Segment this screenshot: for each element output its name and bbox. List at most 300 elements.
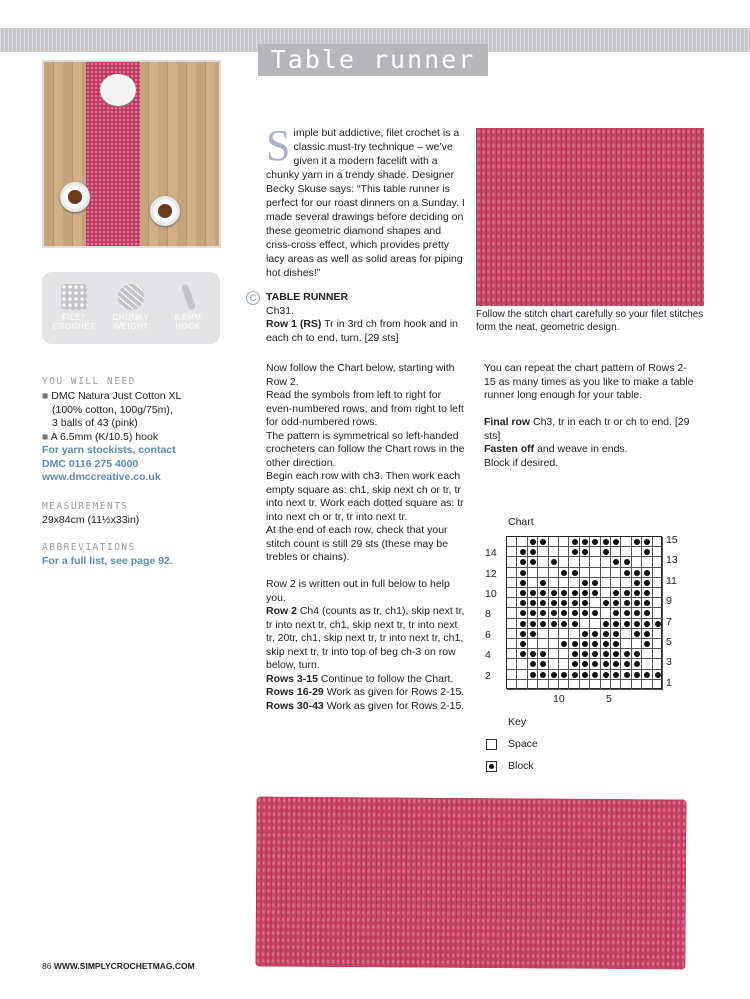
chart-cell [507,578,517,588]
chart-cell [611,608,621,618]
chart-cell [569,588,579,598]
chart-cell [611,547,621,557]
chart-cell [528,659,538,669]
chart-cell [559,680,569,690]
icon-label: FILET [61,313,87,322]
chart-cell [517,649,527,659]
icon-label: HOOK [175,322,201,331]
chart-cell [590,670,600,680]
block-stitch-dot [540,651,546,657]
chart-cell [538,670,548,680]
column-label: 5 [606,693,612,705]
chart-cell [507,680,517,690]
chart-cell [621,608,631,618]
row-label: Row 2 [266,605,297,617]
chart-cell [517,578,527,588]
row-label-right: 15 [666,534,678,546]
block-stitch-dot [530,631,536,637]
instruction-text: Block if desired. [484,456,559,469]
block-stitch-dot [551,621,557,627]
pattern-foundation: Ch31. [266,304,295,317]
chart-cell [549,547,559,557]
pattern-start [266,291,466,345]
cup-image [60,182,90,212]
block-stitch-dot [582,641,588,647]
chart-cell [580,649,590,659]
block-stitch-dot [634,600,640,606]
icon-label: CROCHET [52,322,96,331]
row-text: Work as given for Rows 2-15. [323,686,465,698]
chart-cell [611,659,621,669]
block-stitch-dot [644,570,650,576]
block-stitch-dot [634,610,640,616]
chart-cell [528,547,538,557]
block-stitch-dot [624,672,630,678]
chart-cell [559,649,569,659]
block-stitch-dot [572,539,578,545]
chart-cell [549,639,559,649]
chart-cell [549,537,559,547]
row1-instruction [266,318,466,345]
chart-cell [653,629,663,639]
chart-cell [642,639,652,649]
chart-cell [601,639,611,649]
chart-cell [538,578,548,588]
instruction-text: At the end of each row, check that your stitch count is still 29 sts (these may be trebles or chains). [266,524,449,563]
chart-cell [590,578,600,588]
chart-cell [621,649,631,659]
chart-cell [621,588,631,598]
fasten-off-instruction [484,443,694,457]
block-stitch-dot [613,651,619,657]
filet-crochet-badge [48,280,100,331]
chart-cell [580,568,590,578]
legend-space-swatch [486,739,497,750]
chart-cell [632,619,642,629]
row-label-left: 6 [485,628,491,641]
chart-cell [569,568,579,578]
block-stitch-dot [624,590,630,596]
chart-cell [559,659,569,669]
chart-cell [538,639,548,649]
chart-cell [538,547,548,557]
block-stitch-dot [530,600,536,606]
block-stitch-dot [634,651,640,657]
block-stitch-dot [644,610,650,616]
block-stitch-dot [530,590,536,596]
chart-cell [632,568,642,578]
teapot-image [100,74,136,106]
row-label: Row 1 (RS) [266,318,322,330]
chart-cell [559,629,569,639]
chart-cell [590,568,600,578]
chart-cell [642,568,652,578]
block-stitch-dot [644,621,650,627]
skill-icons-panel [42,272,220,344]
chart-cell [580,547,590,557]
footer-website[interactable]: WWW.SIMPLYCROCHETMAG.COM [53,961,195,971]
chart-cell [507,557,517,567]
block-stitch-dot [624,661,630,667]
block-stitch-dot [551,672,557,678]
chart-cell [569,578,579,588]
chart-cell [507,619,517,629]
block-stitch-dot [603,539,609,545]
chart-cell [517,680,527,690]
chart-cell [590,547,600,557]
chart-cell [507,649,517,659]
row-label: Rows 30-43 [266,699,324,712]
block-stitch-dot [603,651,609,657]
chart-cell [590,680,600,690]
icon-label: 6.5MM [174,313,202,322]
chart-cell [601,680,611,690]
row-label-right: 3 [666,656,672,669]
block-stitch-dot [603,600,609,606]
row-text: Ch4 (counts as tr, ch1), skip next tr, tr into next tr, ch1, skip next tr, tr into next tr, 20tr, ch1, skip next tr, tr into next tr, ch1, skip next tr, tr into top of beg ch-3 on row below, turn. [266,605,465,671]
block-stitch-dot [613,631,619,637]
block-stitch-dot [520,590,526,596]
chart-cell [528,557,538,567]
block-stitch-dot [624,570,630,576]
block-stitch-dot [572,661,578,667]
pattern-heading: TABLE RUNNER [266,291,349,303]
chart-cell [517,670,527,680]
chart-cell [517,547,527,557]
chart-cell [653,578,663,588]
block-stitch-dot [592,580,598,586]
chart-cell [507,537,517,547]
block-stitch-dot [520,610,526,616]
block-stitch-dot [582,651,588,657]
block-stitch-dot [530,559,536,565]
block-stitch-dot [572,641,578,647]
block-stitch-dot [540,580,546,586]
chart-cell [642,537,652,547]
chart-cell [580,680,590,690]
block-stitch-dot [603,641,609,647]
legend-block-swatch [486,761,497,772]
row-label-left: 12 [485,567,497,580]
block-stitch-dot [540,600,546,606]
instruction-text: Read the symbols from left to right for even-numbered rows, and from right to left for odd-numbered rows. [266,389,464,428]
chart-cell [590,588,600,598]
hook-size-badge [162,280,214,331]
block-stitch-dot [561,600,567,606]
chart-cell [528,629,538,639]
block-stitch-dot [520,600,526,606]
block-stitch-dot [624,610,630,616]
chart-cell [611,639,621,649]
chart-cell [642,608,652,618]
block-stitch-dot [582,610,588,616]
row-label-left: 14 [485,547,497,560]
block-stitch-dot [613,661,619,667]
pattern-finishing [484,362,694,470]
row-label: Rows 16-29 [266,686,324,698]
chart-cell [653,670,663,680]
column-label: 10 [553,693,565,705]
chart-cell [611,680,621,690]
chart-cell [517,629,527,639]
chart-cell [601,629,611,639]
chart-cell [590,639,600,649]
block-stitch-dot [540,672,546,678]
block-stitch-dot [613,610,619,616]
block-stitch-dot [530,549,536,555]
block-stitch-dot [582,590,588,596]
page-title: Table runner [258,44,488,76]
material-detail: 3 balls of 43 (pink) [52,417,138,429]
chunky-weight-badge [105,280,157,331]
chart-cell [538,619,548,629]
block-stitch-dot [572,590,578,596]
block-stitch-dot [592,661,598,667]
block-stitch-dot [572,549,578,555]
abbreviations-section [42,542,227,569]
chart-cell [569,629,579,639]
drop-cap: S [266,121,291,170]
block-stitch-dot [540,661,546,667]
chart-cell [517,537,527,547]
cup-image [150,196,180,226]
stockists-phone: DMC 0116 275 4000 [42,457,139,470]
chart-cell [601,619,611,629]
block-stitch-dot [613,559,619,565]
row-label: Fasten off [484,443,535,455]
measurements-value: 29x84cm (11½x33in) [42,514,140,526]
block-stitch-dot [520,570,526,576]
chart-cell [611,629,621,639]
chart-cell [653,537,663,547]
block-stitch-dot [603,621,609,627]
intro-paragraph [266,121,466,280]
block-stitch-dot [592,631,598,637]
row-label-left: 4 [485,649,491,662]
block-stitch-dot [644,641,650,647]
block-stitch-dot [530,651,536,657]
chart-cell [559,557,569,567]
key-title: Key [508,716,527,728]
row-label: Final row [484,416,531,428]
chart-cell [507,547,517,557]
chart-cell [601,588,611,598]
material-item: A 6.5mm (K/10.5) hook [50,430,159,443]
chart-cell [549,598,559,608]
block-stitch-dot [530,539,536,545]
chart-cell [549,649,559,659]
chart-cell [517,588,527,598]
chart-cell [580,619,590,629]
block-stitch-dot [644,631,650,637]
chart-cell [621,537,631,547]
chart-cell [601,670,611,680]
chart-cell [569,639,579,649]
chart-cell [642,578,652,588]
chart-cell [621,629,631,639]
block-stitch-dot [624,651,630,657]
chart-cell [621,578,631,588]
chart-cell [569,608,579,618]
chart-cell [559,547,569,557]
block-stitch-dot [582,672,588,678]
final-row-instruction [484,416,694,443]
row-text: Work as given for Rows 2-15. [323,699,465,712]
chart-cell [528,578,538,588]
chart-cell [601,537,611,547]
block-stitch-dot [644,580,650,586]
chart-cell [632,608,642,618]
chart-cell [528,608,538,618]
chart-cell [611,568,621,578]
legend-block-label: Block [508,760,534,772]
chart-cell [590,629,600,639]
chart-cell [632,598,642,608]
block-stitch-dot [530,621,536,627]
block-stitch-dot [655,621,661,627]
instruction-text: Now follow the Chart below, starting with Row 2. [266,362,455,388]
chart-cell [653,659,663,669]
chart-cell [549,670,559,680]
chart-cell [642,619,652,629]
chart-cell [601,649,611,659]
chart-cell [528,598,538,608]
abbreviations-reference[interactable]: For a full list, see page 92. [42,555,173,567]
block-stitch-dot [634,621,640,627]
pattern-instructions [266,362,466,713]
block-stitch-dot [551,559,557,565]
block-stitch-dot [644,600,650,606]
chart-cell [632,629,642,639]
block-stitch-dot [572,610,578,616]
chart-cell [642,588,652,598]
block-stitch-dot [582,539,588,545]
instruction-text: The pattern is symmetrical so left-handed crocheters can follow the Chart rows in the other direction. [266,429,465,469]
chart-cell [538,598,548,608]
block-stitch-dot [644,539,650,545]
chart-cell [642,547,652,557]
instruction-text: Row 2 is written out in full below to help you. [266,578,450,604]
block-stitch-dot [530,672,536,678]
chart-cell [621,598,631,608]
block-stitch-dot [551,600,557,606]
footer [42,961,195,971]
block-stitch-dot [520,549,526,555]
icon-label: CHUNKY [112,313,150,322]
chart-cell [642,659,652,669]
chart-cell [590,537,600,547]
block-stitch-dot [540,610,546,616]
chart-cell [632,547,642,557]
block-stitch-dot [561,590,567,596]
intro-text: imple but addictive, filet crochet is a classic must-try technique – we’ve given it a modern facelift with a chunky yarn in a trendy shade. Designer Becky Skuse says: “This table runner is perfect for our roast dinners on a Sunday. I made several drawings before deciding on these geometric diamond shapes and criss-cross effect, which provides pretty lacy areas as well as solid areas for piping hot dishes!” [266,127,465,279]
block-stitch-dot [561,570,567,576]
rows16-instruction [266,686,466,700]
chart-cell [580,608,590,618]
block-stitch-dot [634,590,640,596]
chart-cell [559,598,569,608]
row-label-left: 10 [485,588,497,600]
chart-cell [517,598,527,608]
block-stitch-dot [520,631,526,637]
block-stitch-dot [592,610,598,616]
block-stitch-dot [592,590,598,596]
chart-cell [559,639,569,649]
chart-cell [517,608,527,618]
block-stitch-dot [644,549,650,555]
chart-cell [580,537,590,547]
stockists-text: For yarn stockists, contact [42,444,176,456]
chart-cell [621,568,631,578]
block-stitch-dot [592,651,598,657]
chart-cell [611,537,621,547]
chart-cell [653,639,663,649]
block-stitch-dot [592,672,598,678]
chart-cell [569,557,579,567]
chart-cell [569,619,579,629]
block-stitch-dot [540,621,546,627]
you-will-need-section [42,376,227,485]
chart-cell [621,639,631,649]
chart-cell [559,578,569,588]
block-stitch-dot [520,580,526,586]
row-label: Rows 3-15 [266,672,318,685]
block-stitch-dot [561,610,567,616]
chart-cell [580,629,590,639]
stockists-website[interactable]: www.dmccreative.co.uk [42,471,161,483]
block-stitch-dot [561,672,567,678]
chart-cell [653,680,663,690]
chart-cell [590,557,600,567]
icon-label: WEIGHT [113,322,149,331]
block-stitch-dot [634,672,640,678]
chart-cell [632,680,642,690]
page-number: 86 [42,961,52,971]
section-heading: YOU WILL NEED [42,376,136,387]
chart-cell [601,598,611,608]
block-stitch-dot [603,631,609,637]
chart-cell [569,598,579,608]
chart-cell [642,557,652,567]
chart-cell [621,659,631,669]
chart-cell [507,629,517,639]
chart-cell [621,670,631,680]
chart-cell [528,639,538,649]
row-label-right: 13 [666,554,678,567]
block-stitch-dot [613,600,619,606]
block-stitch-dot [624,559,630,565]
chart-cell [507,659,517,669]
chart-cell [632,578,642,588]
block-stitch-dot [634,580,640,586]
chart-cell [632,537,642,547]
repeat-text: You can repeat the chart pattern of Rows 2-15 as many times as you like to make a table runner long enough for your table. [484,362,694,401]
block-stitch-dot [540,539,546,545]
chart-cell [507,639,517,649]
chart-cell [549,629,559,639]
block-stitch-dot [551,610,557,616]
block-stitch-dot [572,672,578,678]
row-label-right: 5 [666,636,672,648]
block-stitch-dot [582,549,588,555]
chart-cell [621,557,631,567]
block-stitch-dot [634,539,640,545]
block-stitch-dot [603,661,609,667]
block-stitch-dot [582,631,588,637]
chart-cell [528,537,538,547]
rows3-instruction [266,673,466,687]
filet-crochet-icon [61,284,87,310]
